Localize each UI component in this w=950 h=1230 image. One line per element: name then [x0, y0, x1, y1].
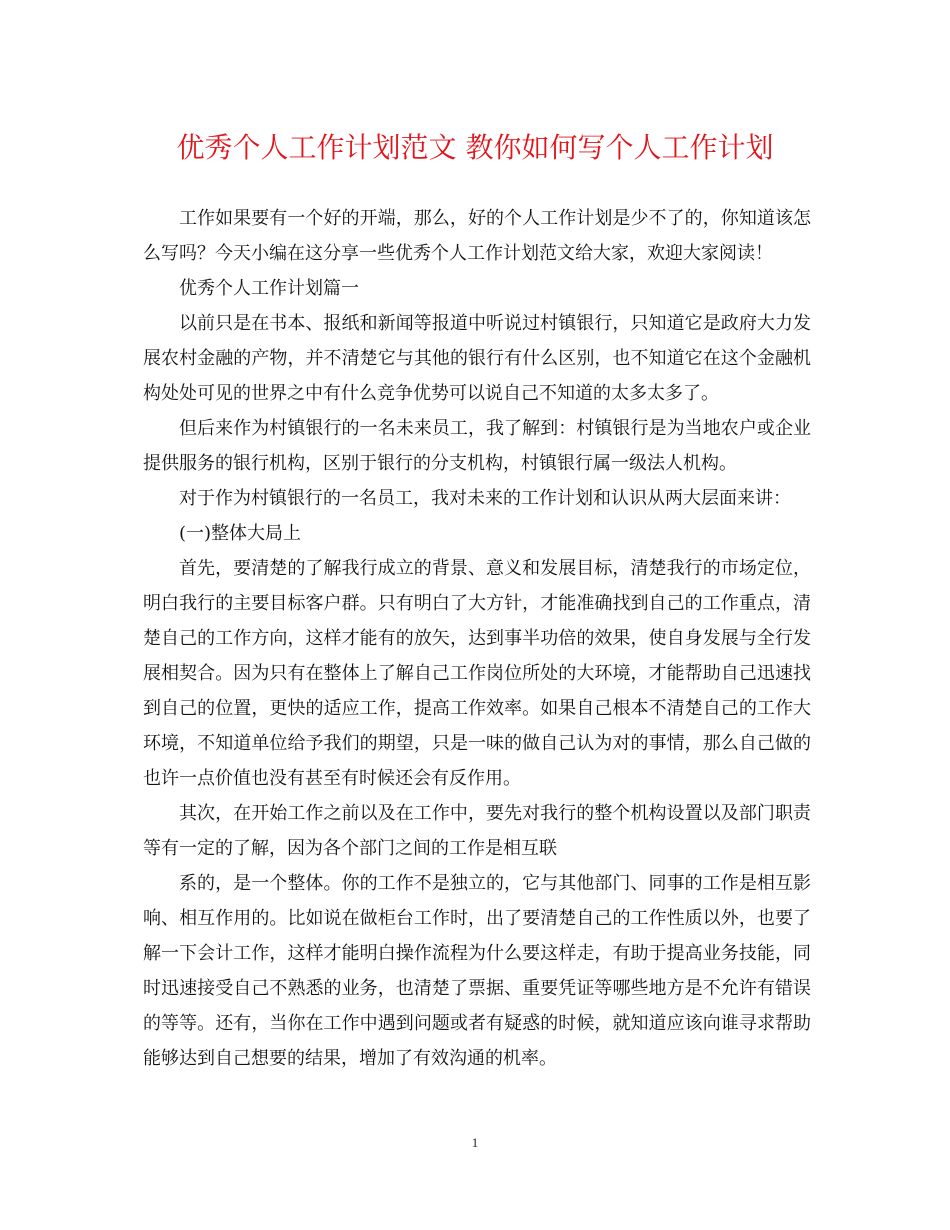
page-number: 1 — [471, 1135, 479, 1150]
paragraph: 但后来作为村镇银行的一名未来员工，我了解到：村镇银行是为当地农户或企业提供服务的银行机构，区别于银行的分支机构，村镇银行属一级法人机构。 — [143, 418, 811, 474]
paragraph: 首先，要清楚的了解我行成立的背景、意义和发展目标，清楚我行的市场定位，明白我行的主要目标客户群。只有明白了大方针，才能准确找到自己的工作重点，清楚自己的工作方向，这样才能有的放矢，达到事半功倍的效果，使自身发展与全行发展相契合。因为只有在整体上了解自己工作岗位所处的大环境，才能帮助自己迅速找到自己的位置，更快的适应工作，提高工作效率。如果自己根本不清楚自己的工作大环境，不知道单位给予我们的期望，只是一味的做自己认为对的事情，那么自己做的也许一点价值也没有甚至有时候还会有反作用。 — [143, 558, 811, 789]
paragraph-intro: 工作如果要有一个好的开端，那么，好的个人工作计划是少不了的，你知道该怎么写吗？今天小编在这分享一些优秀个人工作计划范文给大家，欢迎大家阅读！ — [143, 208, 811, 264]
paragraph: 系的，是一个整体。你的工作不是独立的，它与其他部门、同事的工作是相互影响、相互作用的。比如说在做柜台工作时，出了要清楚自己的工作性质以外，也要了解一下会计工作，这样才能明白操作流程为什么要这样走，有助于提高业务技能，同时迅速接受自己不熟悉的业务，也清楚了票据、重要凭证等哪些地方是不允许有错误的等等。还有，当你在工作中遇到问题或者有疑惑的时候，就知道应该向谁寻求帮助能够达到自己想要的结果，增加了有效沟通的机率。 — [143, 873, 811, 1069]
paragraph: 对于作为村镇银行的一名员工，我对未来的工作计划和认识从两大层面来讲： — [179, 488, 791, 509]
document-title: 优秀个人工作计划范文 教你如何写个人工作计划 — [176, 131, 774, 164]
section-heading-plan-one: 优秀个人工作计划篇一 — [179, 278, 359, 299]
paragraph: 以前只是在书本、报纸和新闻等报道中听说过村镇银行，只知道它是政府大力发展农村金融的产物，并不清楚它与其他的银行有什么区别，也不知道它在这个金融机构处处可见的世界之中有什么竞争优势可以说自己不知道的太多太多了。 — [143, 313, 811, 404]
document-body — [143, 201, 811, 1076]
subsection-heading: (一)整体大局上 — [179, 523, 302, 544]
paragraph: 其次，在开始工作之前以及在工作中，要先对我行的整个机构设置以及部门职责等有一定的了解，因为各个部门之间的工作是相互联 — [143, 803, 811, 859]
